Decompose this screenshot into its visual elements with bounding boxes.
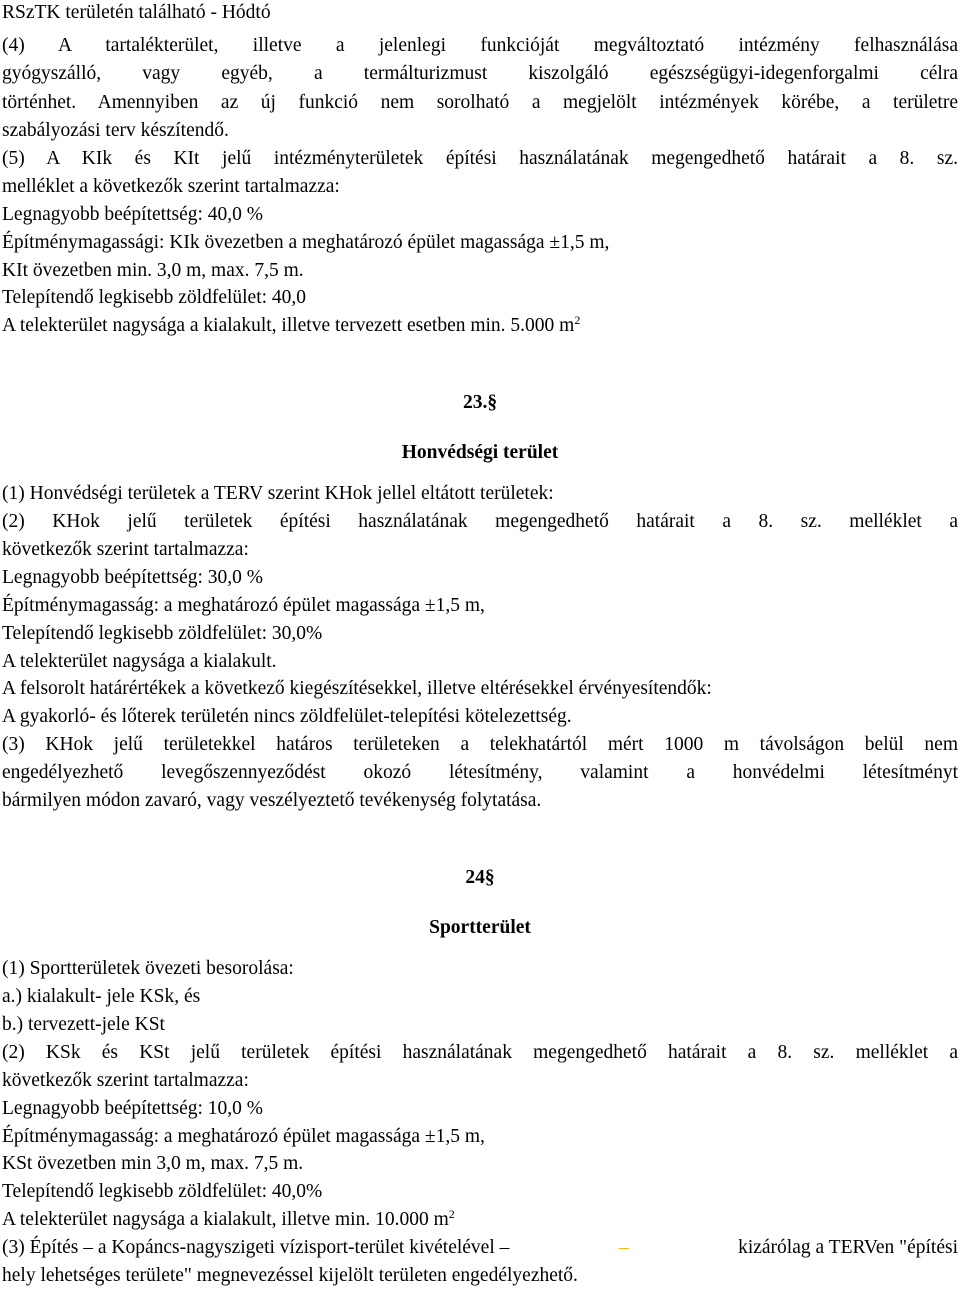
line-heading-location: RSzTK területén található - Hódtó <box>2 2 271 23</box>
paragraph-line: Építménymagasság: a meghatározó épület magassága ±1,5 m, <box>2 1126 485 1147</box>
paragraph-line: A gyakorló- és lőterek területén nincs zöldfelület-telepítési kötelezettség. <box>2 706 572 727</box>
paragraph-line: hely lehetséges területe" megnevezéssel kijelölt területen engedélyezhető. <box>2 1265 578 1286</box>
paragraph-line: a.) kialakult- jele KSk, és <box>2 986 201 1007</box>
line-text-part: kizárólag a TERVen "építési <box>738 1237 958 1258</box>
paragraph-line: (1) Sportterületek övezeti besorolása: <box>2 958 294 979</box>
paragraph-line: Legnagyobb beépítettség: 40,0 % <box>2 204 264 225</box>
section-title-23: Honvédségi terület <box>401 442 559 463</box>
paragraph-line: (3) KHok jelű területekkel határos területeken a telekhatártól mért 1000 m távolságon belül nem <box>2 734 958 755</box>
paragraph-line: Telepítendő legkisebb zöldfelület: 40,0 <box>2 287 307 308</box>
section-number-23: 23.§ <box>462 392 498 413</box>
paragraph-line <box>2 1237 958 1259</box>
paragraph-line <box>2 1209 958 1231</box>
paragraph-line: (4) A tartalékterület, illetve a jelenlegi funkcióját megváltoztató intézmény felhasználása <box>2 35 958 56</box>
paragraph-line: (2) KSk és KSt jelű területek építési használatának megengedhető határait a 8. sz. melléklet a <box>2 1042 958 1063</box>
line-text: A telekterület nagysága a kialakult, illetve min. 10.000 m <box>2 1209 449 1230</box>
paragraph-line: Telepítendő legkisebb zöldfelület: 40,0% <box>2 1181 323 1202</box>
paragraph-line <box>2 315 958 337</box>
paragraph-line: szabályozási terv készítendő. <box>2 120 229 141</box>
paragraph-line: A telekterület nagysága a kialakult. <box>2 651 277 672</box>
superscript: 2 <box>574 313 581 327</box>
paragraph-line: melléklet a következők szerint tartalmazza: <box>2 176 340 197</box>
highlighted-dash: – <box>618 1237 629 1258</box>
paragraph-line: KSt övezetben min 3,0 m, max. 7,5 m. <box>2 1153 304 1174</box>
paragraph-line: (1) Honvédségi területek a TERV szerint KHok jellel eltátott területek: <box>2 483 554 504</box>
paragraph-line: (5) A KIk és KIt jelű intézményterületek építési használatának megengedhető határait a 8. sz. <box>2 148 958 169</box>
paragraph-line: A felsorolt határértékek a következő kiegészítésekkel, illetve eltérésekkel érvényesítendők: <box>2 678 712 699</box>
paragraph-line: következők szerint tartalmazza: <box>2 539 249 560</box>
paragraph-line: Építménymagassági: KIk övezetben a meghatározó épület magassága ±1,5 m, <box>2 232 610 253</box>
paragraph-line: történhet. Amennyiben az új funkció nem sorolható a megjelölt intézmények körébe, a területre <box>2 92 958 113</box>
paragraph-line: Legnagyobb beépítettség: 10,0 % <box>2 1098 264 1119</box>
section-title-24: Sportterület <box>429 917 531 938</box>
superscript: 2 <box>448 1207 455 1221</box>
paragraph-line: következők szerint tartalmazza: <box>2 1070 249 1091</box>
line-text-part: (3) Építés – a Kopáncs-nagyszigeti vízisport-terület kivételével – <box>2 1237 510 1258</box>
paragraph-line: Építménymagasság: a meghatározó épület magassága ±1,5 m, <box>2 595 485 616</box>
paragraph-line: gyógyszálló, vagy egyéb, a termálturizmust kiszolgáló egészségügyi-idegenforgalmi célra <box>2 63 958 84</box>
paragraph-line: engedélyezhető levegőszennyeződést okozó létesítmény, valamint a honvédelmi létesítményt <box>2 762 958 783</box>
paragraph-line: KIt övezetben min. 3,0 m, max. 7,5 m. <box>2 260 304 281</box>
paragraph-line: Telepítendő legkisebb zöldfelület: 30,0% <box>2 623 323 644</box>
line-text: A telekterület nagysága a kialakult, illetve tervezett esetben min. 5.000 m <box>2 315 575 336</box>
section-number-24: 24§ <box>465 867 495 888</box>
paragraph-line: Legnagyobb beépítettség: 30,0 % <box>2 567 264 588</box>
paragraph-line: bármilyen módon zavaró, vagy veszélyeztető tevékenység folytatása. <box>2 790 542 811</box>
paragraph-line: b.) tervezett-jele KSt <box>2 1014 165 1035</box>
paragraph-line: (2) KHok jelű területek építési használatának megengedhető határait a 8. sz. melléklet a <box>2 511 958 532</box>
